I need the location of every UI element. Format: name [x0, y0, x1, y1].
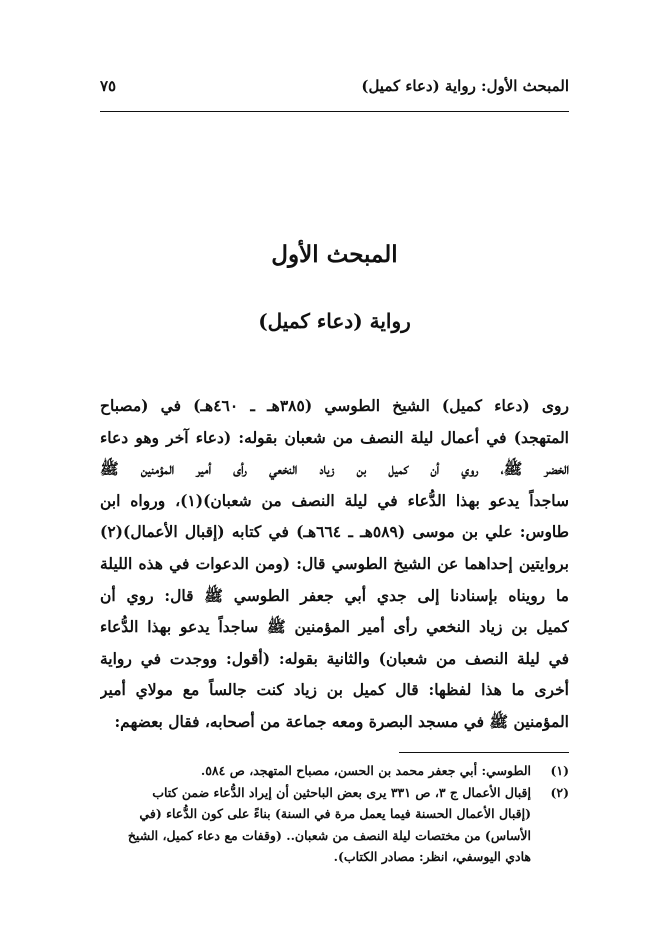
body-line: روى (دعاء كميل) الشيخ الطوسي (٣٨٥هـ ـ ٤٦٠هـ) في (مصباح [100, 396, 569, 415]
footnote-text: الأساس) من مختصات ليلة النصف من شعبان.. (وقفات مع دعاء كميل، الشيخ [127, 827, 531, 843]
page-number: ٧٥ [100, 77, 117, 95]
running-header [100, 74, 569, 98]
body-line: المتهجد) في أعمال ليلة النصف من شعبان بقوله: (دعاء آخر وهو دعاء [100, 427, 569, 447]
footnote-2 [100, 782, 569, 804]
chapter-subtitle: رواية (دعاء كميل) [258, 309, 411, 333]
footnote-text: (إقبال الأعمال الحسنة فيما يعمل مرة في السنة) بناءً على كون الدُّعاء (في [139, 806, 531, 821]
footnote-number: (٢) [550, 784, 569, 800]
body-line: في ليلة النصف من شعبان) والثانية بقوله: (أقول: ووجدت في رواية [100, 648, 569, 668]
footnote-separator [399, 752, 569, 753]
body-line: الخضر ﷺ، روي أن كميل بن زياد النخعي رأى أمير المؤمنين ﷺ [100, 459, 569, 479]
running-title: المبحث الأول: رواية (دعاء كميل) [361, 77, 569, 95]
body-line: المؤمنين ﷺ في مسجد البصرة ومعه جماعة من أصحابه، فقال بعضهم: [114, 711, 569, 731]
footnote-text: إقبال الأعمال ج ٣، ص ٣٣١ يرى بعض الباحثين أن إيراد الدُّعاء ضمن كتاب [152, 784, 531, 800]
body-line: أخرى ما هذا لفظها: قال كميل بن زياد كنت جالساً مع مولاي أمير [100, 680, 569, 700]
header-rule [100, 111, 569, 112]
body-line: طاوس: علي بن موسى (٥٨٩هـ ـ ٦٦٤هـ) في كتابه (إقبال الأعمال)(٢) [100, 522, 569, 542]
footnote-text: الطوسي: أبي جعفر محمد بن الحسن، مصباح المتهجد، ص ٥٨٤. [200, 763, 531, 778]
body-line: كميل بن زياد النخعي رأى أمير المؤمنين ﷺ ساجداً يدعو بهذا الدُّعاء [100, 617, 569, 637]
footnote-number: (١) [550, 763, 569, 778]
body-line: ما رويناه بإسنادنا إلى جدي أبي جعفر الطوسي ﷺ قال: روي أن [100, 585, 569, 605]
footnote-1 [100, 760, 569, 782]
chapter-title: المبحث الأول [271, 241, 398, 268]
body-line: بروايتين إحداهما عن الشيخ الطوسي قال: (ومن الدعوات في هذه الليلة [100, 553, 569, 573]
body-text [100, 390, 569, 738]
footnotes [100, 760, 569, 868]
body-line: ساجداً يدعو بهذا الدُّعاء في ليلة النصف من شعبان)(١)، ورواه ابن [100, 490, 569, 510]
footnote-text: هادي اليوسفي، انظر: مصادر الكتاب). [333, 849, 531, 864]
